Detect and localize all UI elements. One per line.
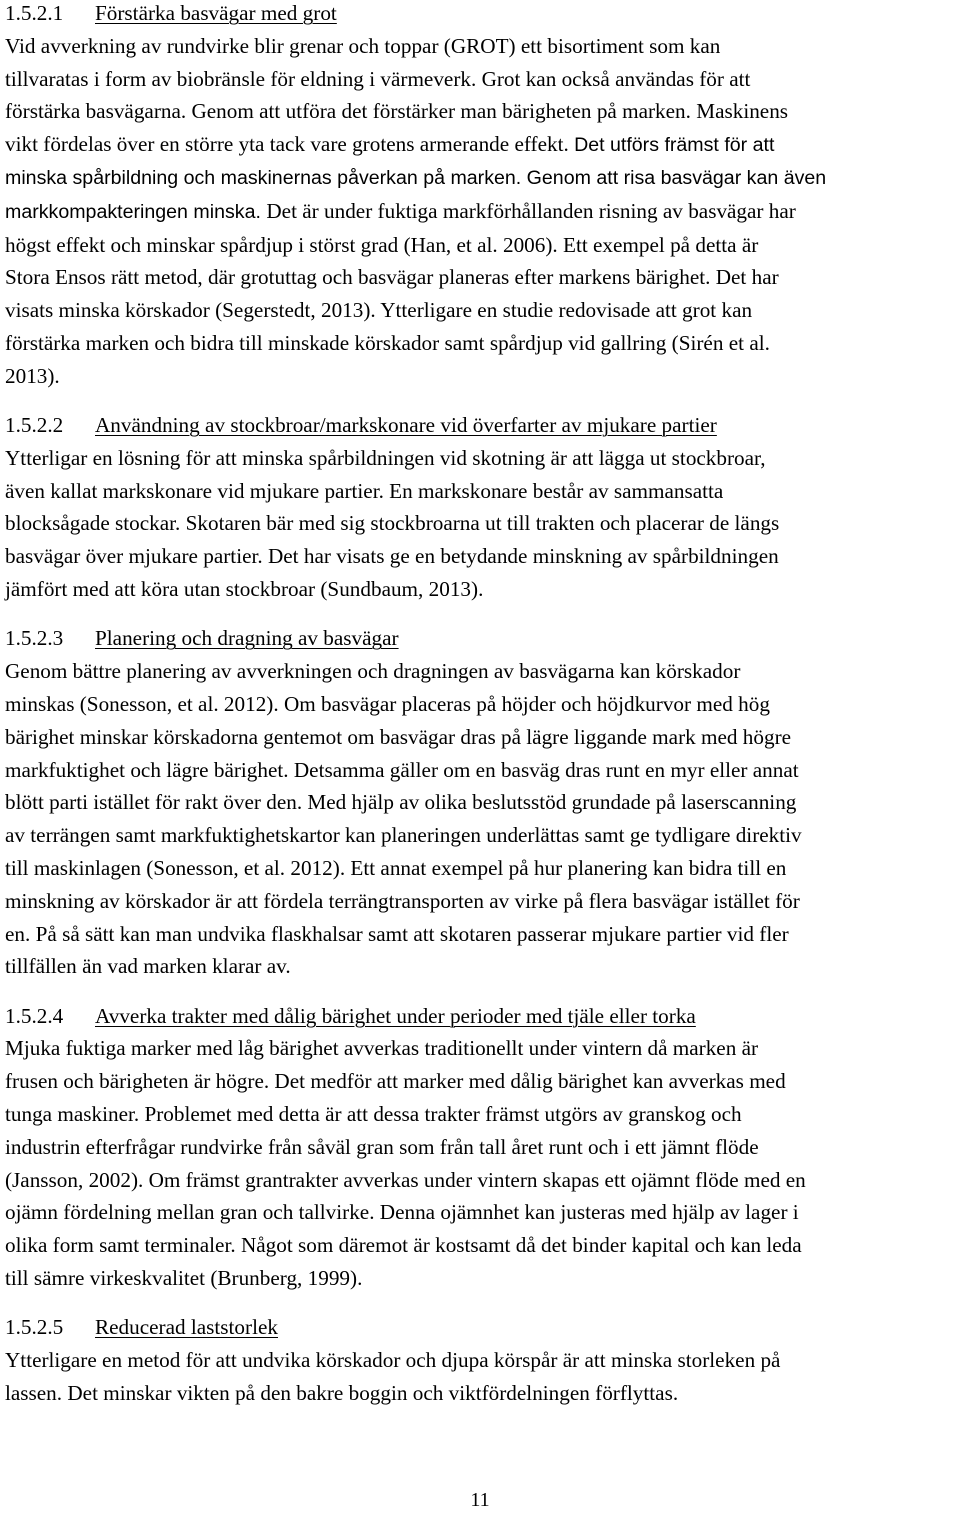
section-body (5, 30, 955, 393)
section-body (5, 1344, 955, 1410)
section-1-5-2-2 (5, 409, 955, 606)
text-line: 2013). (5, 363, 60, 388)
section-number: 1.5.2.1 (5, 1, 64, 25)
text-line: minskas (Sonesson, et al. 2012). Om basvägar placeras på höjder och höjdkurvor med hög (5, 691, 770, 716)
section-body (5, 442, 955, 606)
section-1-5-2-4 (5, 1000, 955, 1295)
section-number: 1.5.2.3 (5, 626, 64, 651)
text-line: Vid avverkning av rundvirke blir grenar och toppar (GROT) ett bisortiment som kan (5, 33, 721, 58)
section-title: Avverka trakter med dålig bärighet under perioder med tjäle eller torka (95, 1003, 696, 1028)
text-line: Genom bättre planering av avverkningen och dragningen av basvägarna kan körskador (5, 659, 741, 684)
text-line: visats minska körskador (Segerstedt, 2013). Ytterligare en studie redovisade att grot kan (5, 298, 753, 323)
section-number: 1.5.2.5 (5, 1315, 64, 1340)
text-line: bärighet minskar körskadorna gentemot om basvägar dras på lägre liggande mark med högre (5, 724, 792, 749)
section-title: Planering och dragning av basvägar (95, 626, 399, 651)
text-line: Ytterligar en lösning för att minska spårbildningen vid skotning är att lägga ut stockbroar, (5, 445, 766, 470)
text-line: minska spårbildning och maskinernas påverkan på marken. Genom att risa basvägar kan även (5, 166, 827, 189)
section-1-5-2-1 (5, 0, 955, 393)
section-body (5, 1032, 955, 1294)
text-line: markkompakteringen minska. Det är under fuktiga markförhållanden risning av basvägar har (5, 198, 796, 223)
text-line: Stora Ensos rätt metod, där grotuttag och basvägar planeras efter markens bärighet. Det har (5, 265, 779, 290)
text-line: tunga maskiner. Problemet med detta är att dessa trakter främst utgörs av granskog och (5, 1102, 742, 1126)
section-1-5-2-3 (5, 622, 955, 983)
section-heading (5, 622, 955, 655)
text-line: jämfört med att köra utan stockbroar (Sundbaum, 2013). (5, 577, 484, 602)
section-heading (5, 1000, 955, 1033)
section-number: 1.5.2.4 (5, 1003, 64, 1028)
text-line: minskning av körskador är att fördela terrängtransporten av virke på flera basvägar istället för (5, 888, 800, 913)
text-line: (Jansson, 2002). Om främst grantrakter avverkas under vintern skapas ett ojämnt flöde med en (5, 1167, 806, 1192)
text-line: industrin efterfrågar rundvirke från såväl gran som från tall året runt och i ett jämnt flöde (5, 1134, 759, 1159)
text-line: blött parti istället för rakt över den. Med hjälp av olika beslutsstöd grundade på laserscanning (5, 790, 797, 815)
text-line: olika form samt terminaler. Något som däremot är kostsamt då det binder kapital och kan leda (5, 1233, 802, 1258)
text-line: Mjuka fuktiga marker med låg bärighet avverkas traditionellt under vintern då marken är (5, 1036, 759, 1061)
text-line: förstärka marken och bidra till minskade körskador samt spårdjup vid gallring (Sirén et al. (5, 330, 770, 355)
text-line: ojämn fördelning mellan gran och tallvirke. Denna ojämnhet kan justeras med hjälp av lager i (5, 1200, 799, 1225)
text-line: tillvaratas i form av biobränsle för eldning i värmeverk. Grot kan också användas för att (5, 66, 751, 91)
section-heading (5, 0, 955, 30)
text-line: blocksågade stockar. Skotaren bär med sig stockbroarna ut till trakten och placerar de längs (5, 511, 780, 536)
text-line: till sämre virkeskvalitet (Brunberg, 1999). (5, 1265, 363, 1290)
section-body (5, 655, 955, 983)
section-number: 1.5.2.2 (5, 413, 64, 438)
document-page (5, 0, 955, 1410)
text-line: markfuktighet och lägre bärighet. Detsamma gäller om en basväg dras runt en myr eller annat (5, 757, 799, 782)
text-line: även kallat markskonare vid mjukare partier. En markskonare består av sammansatta (5, 478, 724, 503)
text-line: frusen och bärigheten är högre. Det medför att marker med dålig bärighet kan avverkas med (5, 1069, 786, 1094)
section-title: Förstärka basvägar med grot (95, 1, 337, 25)
text-line: vikt fördelas över en större yta tack vare grotens armerande effekt. Det utförs främst för att (5, 132, 775, 157)
section-1-5-2-5 (5, 1311, 955, 1409)
text-line: högst effekt och minskar spårdjup i störst grad (Han, et al. 2006). Ett exempel på detta är (5, 232, 759, 257)
text-line: basvägar över mjukare partier. Det har visats ge en betydande minskning av spårbildningen (5, 544, 779, 569)
section-title: Reducerad laststorlek (95, 1315, 278, 1340)
page-number: 11 (470, 1489, 490, 1511)
text-line: Ytterligare en metod för att undvika körskador och djupa körspår är att minska storleken på (5, 1348, 781, 1373)
text-line: till maskinlagen (Sonesson, et al. 2012). Ett annat exempel på hur planering kan bidra till en (5, 855, 787, 880)
section-heading (5, 409, 955, 442)
text-line: tillfällen än vad marken klarar av. (5, 954, 291, 979)
section-title: Användning av stockbroar/markskonare vid överfarter av mjukare partier (95, 413, 717, 438)
text-line: förstärka basvägarna. Genom att utföra det förstärker man bärigheten på marken. Maskinens (5, 99, 789, 124)
section-heading (5, 1311, 955, 1344)
text-line: lassen. Det minskar vikten på den bakre boggin och viktfördelningen förflyttas. (5, 1380, 679, 1405)
text-line: en. På så sätt kan man undvika flaskhalsar samt att skotaren passerar mjukare partier vid fler (5, 921, 789, 946)
text-line: av terrängen samt markfuktighetskartor kan planeringen underlättas samt ge tydligare direktiv (5, 823, 802, 848)
